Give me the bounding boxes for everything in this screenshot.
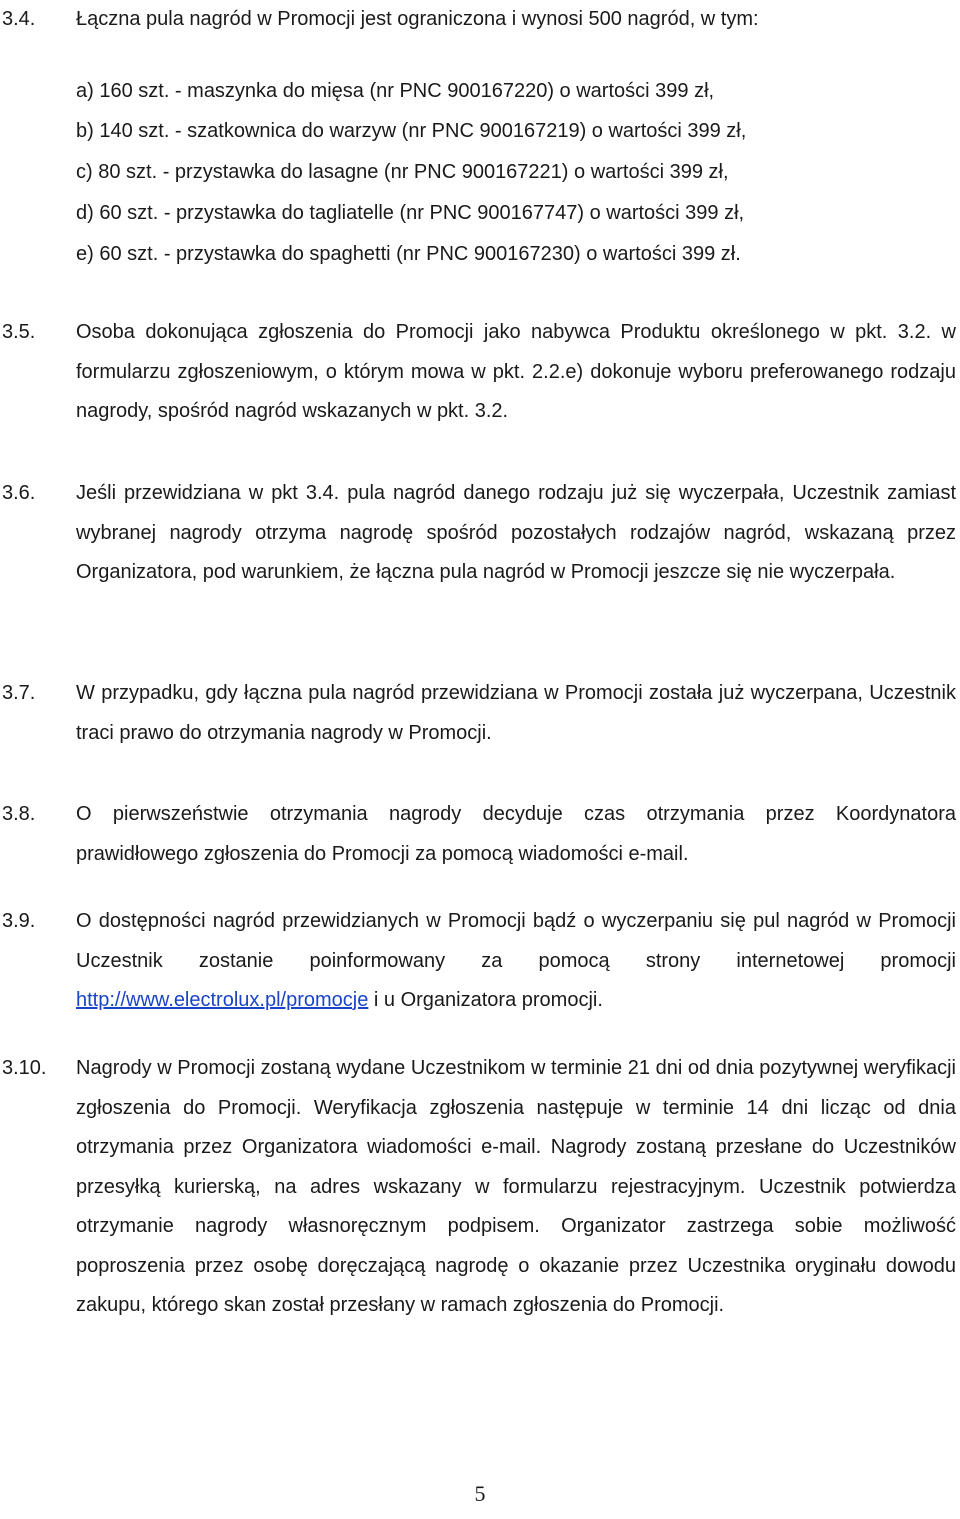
list-item: c) 80 szt. - przystawka do lasagne (nr PNC 900167221) o wartości 399 zł, — [76, 161, 729, 183]
section-text: Łączna pula nagród w Promocji jest ograniczona i wynosi 500 nagród, w tym: — [76, 8, 759, 30]
section-text: W przypadku, gdy łączna pula nagród przewidziana w Promocji została już wyczerpana, Uczestnik traci prawo do otrzymania nagrody w Promocji. — [76, 682, 956, 744]
section-text-after-link: i u Organizatora promocji. — [368, 989, 603, 1011]
list-item: e) 60 szt. - przystawka do spaghetti (nr PNC 900167230) o wartości 399 zł. — [76, 243, 741, 265]
promo-link[interactable]: http://www.electrolux.pl/promocje — [76, 989, 369, 1011]
section-number: 3.6. — [2, 482, 36, 504]
section-number: 3.10. — [2, 1057, 47, 1079]
section-text-before-link: O dostępności nagród przewidzianych w Promocji bądź o wyczerpaniu się pul nagród w Promocji Uczestnik zostanie poinformowany za pomocą strony internetowej promocji — [76, 910, 956, 972]
section-number: 3.5. — [2, 321, 36, 343]
list-item: a) 160 szt. - maszynka do mięsa (nr PNC 900167220) o wartości 399 zł, — [76, 80, 715, 102]
list-item: b) 140 szt. - szatkownica do warzyw (nr PNC 900167219) o wartości 399 zł, — [76, 120, 747, 142]
section-number: 3.7. — [2, 682, 36, 704]
section-text: Osoba dokonująca zgłoszenia do Promocji jako nabywca Produktu określonego w pkt. 3.2. w formularzu zgłoszeniowym, o którym mowa w pkt. 2.2.e) dokonuje wyboru preferowanego rodzaju nagrody, spośród nagród wskazanych w pkt. 3.2. — [76, 321, 956, 422]
section-text: O pierwszeństwie otrzymania nagrody decyduje czas otrzymania przez Koordynatora prawidłowego zgłoszenia do Promocji za pomocą wiadomości e-mail. — [76, 803, 956, 865]
section-text: Jeśli przewidziana w pkt 3.4. pula nagród danego rodzaju już się wyczerpała, Uczestnik zamiast wybranej nagrody otrzyma nagrodę spośród pozostałych rodzajów nagród, wskazaną przez Organizatora, pod warunkiem, że łączna pula nagród w Promocji jeszcze się nie wyczerpała. — [76, 482, 956, 583]
list-item: d) 60 szt. - przystawka do tagliatelle (nr PNC 900167747) o wartości 399 zł, — [76, 202, 745, 224]
section-text: Nagrody w Promocji zostaną wydane Uczestnikom w terminie 21 dni od dnia pozytywnej weryfikacji zgłoszenia do Promocji. Weryfikacja zgłoszenia następuje w terminie 14 dni licząc od dnia otrzymania przez Organizatora wiadomości e-mail. Nagrody zostaną przesłane do Uczestników przesyłką kurierską, na adres wskazany w formularzu rejestracyjnym. Uczestnik potwierdza otrzymanie nagrody własnoręcznym podpisem. Organizator zastrzega sobie możliwość poproszenia przez osobę doręczającą nagrodę o okazanie przez Uczestnika oryginału dowodu zakupu, którego skan został przesłany w ramach zgłoszenia do Promocji. — [76, 1057, 956, 1316]
section-number: 3.4. — [2, 8, 36, 30]
section-text — [76, 902, 956, 1021]
page-number: 5 — [474, 1481, 486, 1506]
section-number: 3.9. — [2, 910, 36, 932]
section-number: 3.8. — [2, 803, 36, 825]
